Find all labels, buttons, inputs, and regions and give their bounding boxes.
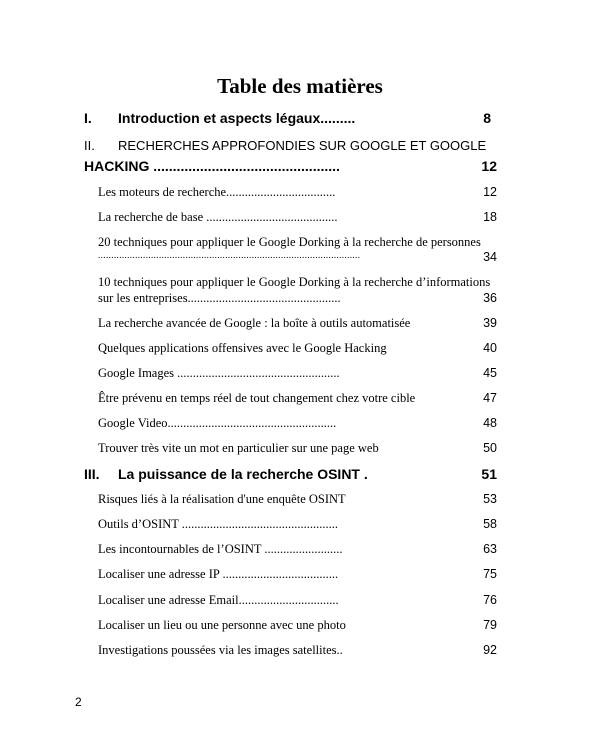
entry-title: Les moteurs de recherche...................................	[98, 185, 336, 199]
entry-page: 34	[483, 250, 497, 264]
section-page: 12	[481, 158, 497, 174]
entry-page: 18	[483, 210, 497, 224]
entry-page: 47	[483, 391, 497, 405]
entry-title: La recherche de base ..........................................	[98, 210, 338, 224]
entry-page: 40	[483, 341, 497, 355]
entry-title-line2: ...................................................................................................	[98, 250, 361, 260]
entry-title: Localiser une adresse Email................................	[98, 593, 339, 607]
entry-title: Risques liés à la réalisation d'une enquête OSINT	[98, 492, 346, 506]
section-title: La puissance de la recherche OSINT .	[118, 466, 368, 482]
section-roman: III.	[84, 466, 100, 482]
section-title-line2: HACKING ................................................	[84, 158, 340, 174]
section-title: Introduction et aspects légaux.........	[118, 110, 356, 126]
entry-page: 45	[483, 366, 497, 380]
entry-page: 76	[483, 593, 497, 607]
entry-title: Quelques applications offensives avec le Google Hacking	[98, 341, 387, 355]
entry-title: Localiser un lieu ou une personne avec une photo	[98, 618, 346, 632]
entry-page: 75	[483, 567, 497, 581]
section-page: 8	[483, 110, 491, 126]
entry-title: Trouver très vite un mot en particulier sur une page web	[98, 441, 379, 455]
entry-title: Google Video......................................................	[98, 416, 337, 430]
entry-page: 48	[483, 416, 497, 430]
entry-page: 63	[483, 542, 497, 556]
entry-page: 53	[483, 492, 497, 506]
entry-title: Être prévenu en temps réel de tout changement chez votre cible	[98, 391, 416, 405]
section-page: 51	[481, 466, 497, 482]
entry-page: 12	[483, 185, 497, 199]
page-number: 2	[75, 695, 82, 709]
entry-title: Les incontournables de l’OSINT .........................	[98, 542, 343, 556]
entry-title-line1: 20 techniques pour appliquer le Google Dorking à la recherche de personnes	[98, 235, 481, 249]
entry-title: Outils d’OSINT ..................................................	[98, 517, 339, 531]
entry-page: 92	[483, 643, 497, 657]
entry-page: 50	[483, 441, 497, 455]
entry-title: Google Images ....................................................	[98, 366, 340, 380]
section-roman: II.	[84, 138, 95, 153]
entry-page: 39	[483, 316, 497, 330]
entry-title: La recherche avancée de Google : la boîte à outils automatisée	[98, 316, 411, 330]
page-title: Table des matières	[217, 74, 383, 98]
entry-title: Investigations poussées via les images satellites..	[98, 643, 343, 657]
entry-page: 58	[483, 517, 497, 531]
entry-page: 79	[483, 618, 497, 632]
entry-title: Localiser une adresse IP .....................................	[98, 567, 339, 581]
entry-title-line1: 10 techniques pour appliquer le Google Dorking à la recherche d’informations	[98, 275, 491, 289]
section-roman: I.	[84, 110, 92, 126]
section-title-line1: RECHERCHES APPROFONDIES SUR GOOGLE ET GOOGLE	[118, 138, 487, 153]
entry-title-line2: sur les entreprises.................................................	[98, 291, 341, 305]
entry-page: 36	[483, 291, 497, 305]
